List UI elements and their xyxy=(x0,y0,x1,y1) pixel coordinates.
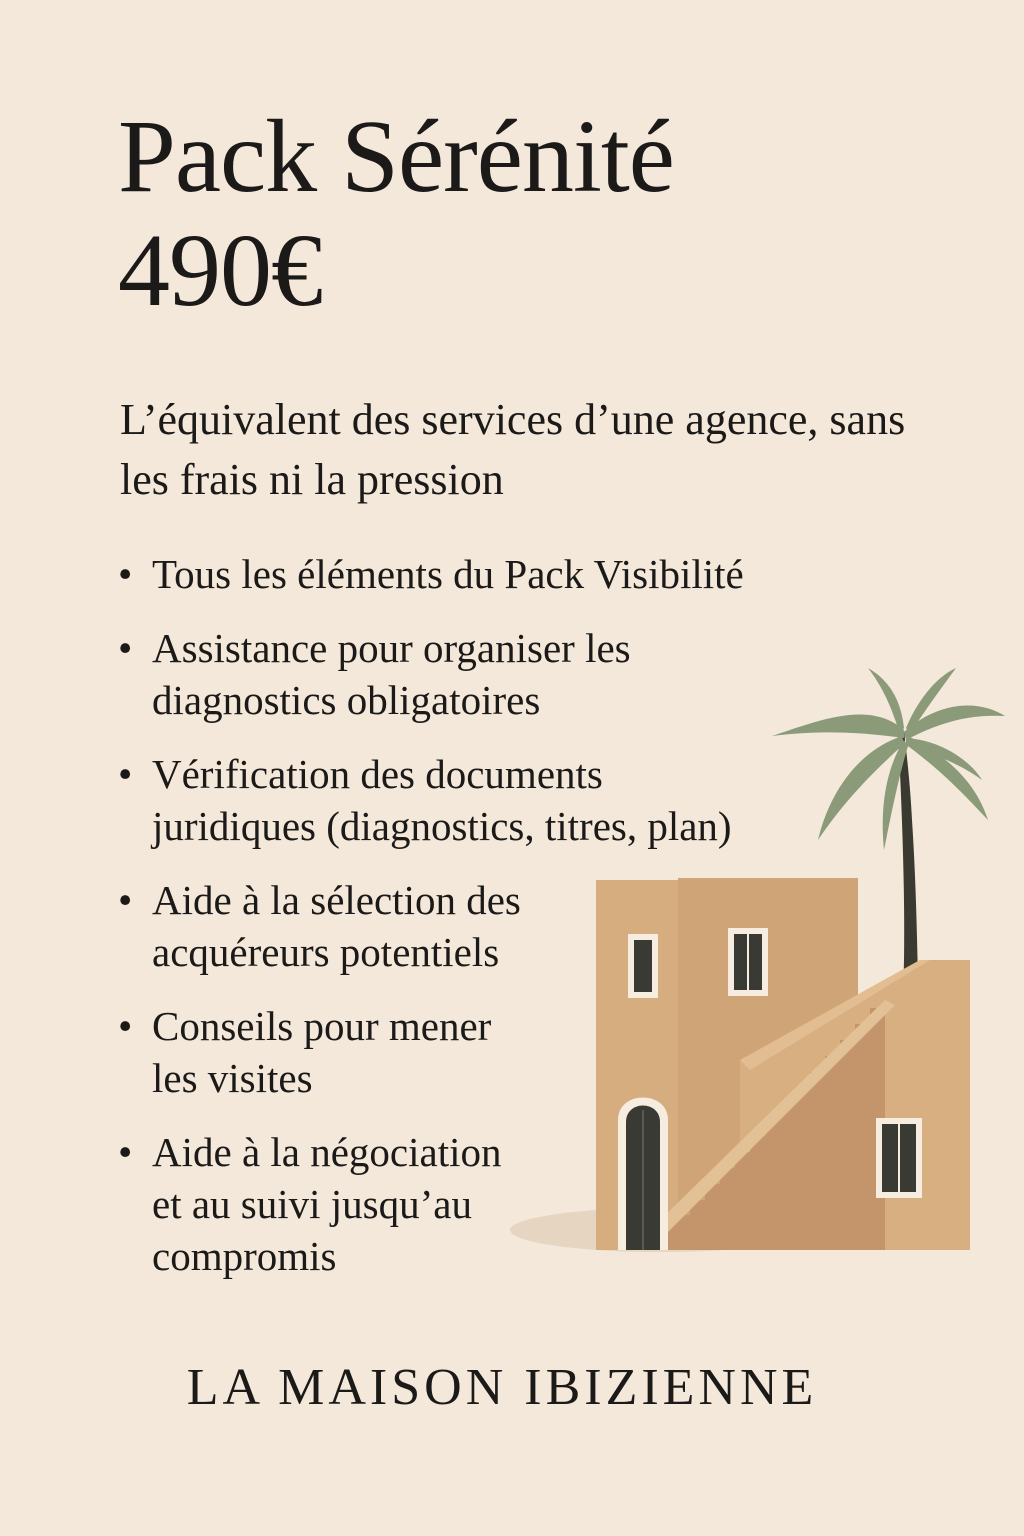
bullet: • xyxy=(118,751,133,797)
feature-line: acquéreurs potentiels xyxy=(152,929,500,975)
brand-name: LA MAISON IBIZIENNE xyxy=(186,1359,818,1416)
feature-line: Tous les éléments du Pack Visibilité xyxy=(152,551,744,597)
feature-line: juridiques (diagnostics, titres, plan) xyxy=(152,803,732,849)
ibiza-house-palm-illustration xyxy=(500,660,1010,1280)
subtitle: L’équivalent des services d’une agence, sans les frais ni la pression xyxy=(120,395,906,504)
pack-name: Pack Sérénité xyxy=(118,99,674,214)
bullet: • xyxy=(118,877,133,923)
feature-line: Conseils pour mener xyxy=(152,1003,492,1049)
page-title xyxy=(118,100,674,329)
feature-line: compromis xyxy=(152,1233,337,1279)
feature-line: Aide à la négociation xyxy=(152,1129,502,1175)
feature-line: et au suivi jusqu’au xyxy=(152,1181,472,1227)
feature-line: Aide à la sélection des xyxy=(152,877,521,923)
feature-item xyxy=(118,548,838,600)
feature-line: Vérification des documents xyxy=(152,751,603,797)
pack-price: 490€ xyxy=(118,213,322,329)
bullet: • xyxy=(118,551,133,597)
bullet: • xyxy=(118,1129,133,1175)
feature-line: Assistance pour organiser les xyxy=(152,625,631,671)
bullet: • xyxy=(118,1003,133,1049)
bullet: • xyxy=(118,625,133,671)
feature-line: diagnostics obligatoires xyxy=(152,677,541,723)
feature-line: les visites xyxy=(152,1055,313,1101)
